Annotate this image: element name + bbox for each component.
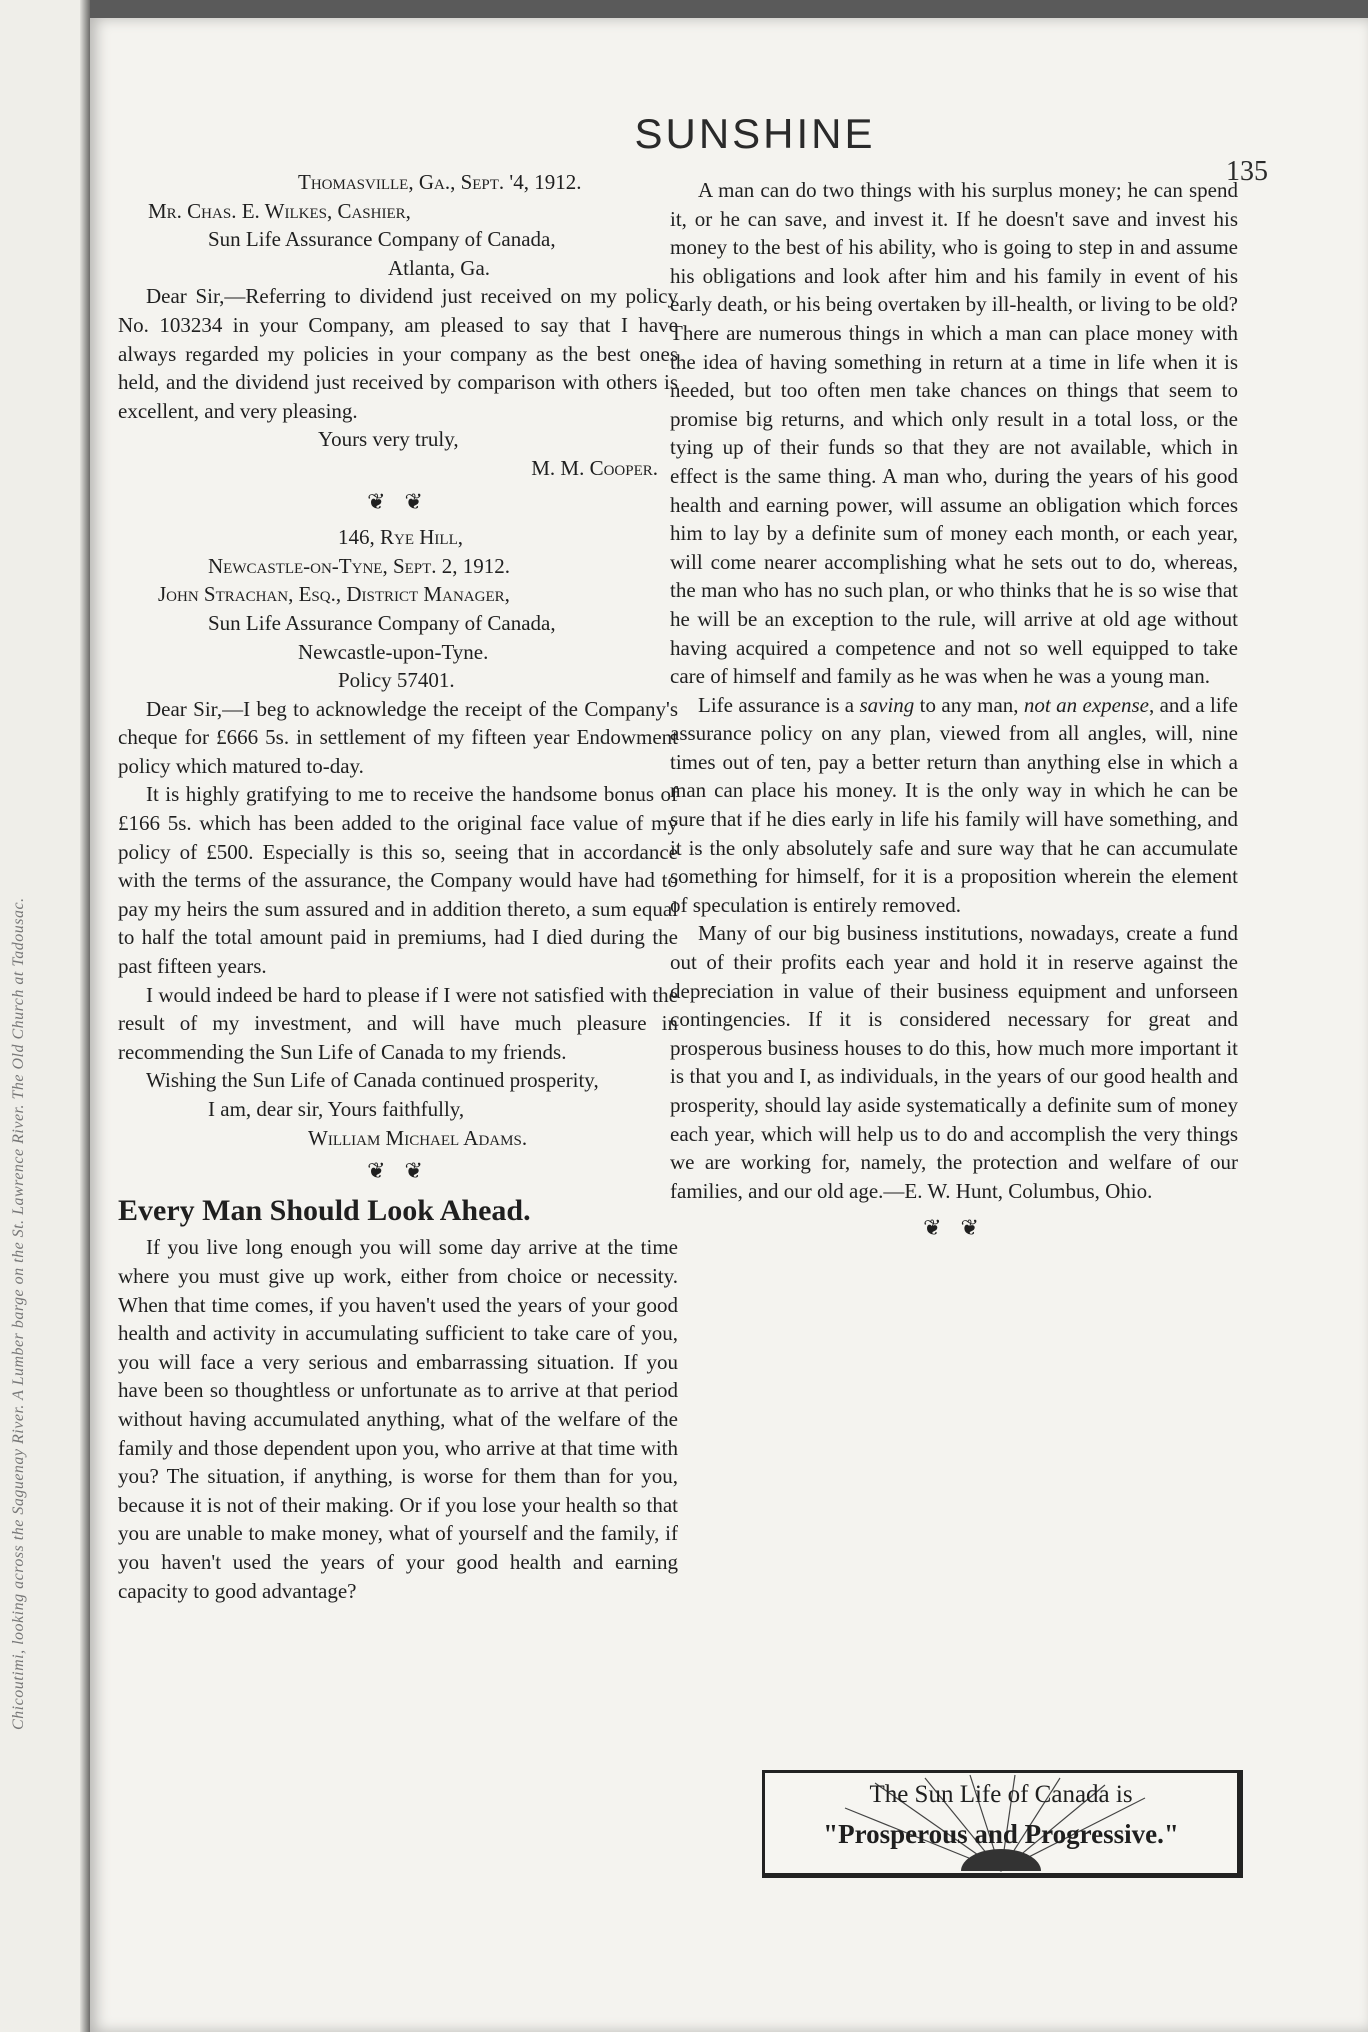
emphasis-not-an-expense: not an expense	[1023, 692, 1149, 717]
letter1-addressee: Mr. Chas. E. Wilkes, Cashier,	[148, 198, 411, 223]
letter1-closing: Yours very truly,	[318, 427, 459, 452]
page-gutter	[0, 0, 90, 2032]
article-paragraph: A man can do two things with his surplus money; he can spend it, or he can save, and invest it. If he doesn't save and invest his money to the best of his ability, who is going to step in and assume his obligations and look after him and his family in event of his early death, or his being overtaken by ill-health, or living to be old? There are numerous things in which a man can place money with the idea of having something in return at a time in life when it is needed, but too often men take chances on things that seem to promise big returns, and which only result in a total loss, or the tying up of their funds so that they are not available, which in effect is the same thing. A man who, during the years of his good health and earning power, will assume an obligation which forces him to lay by a definite sum of money each month, or each year, will come nearer accomplishing what he sets out to do, whereas, the man who has no such plan, or who thinks that he is so wise that he will be an exception to the rule, will arrive at old age without having acquired a competence and not so well equipped to take care of himself and family as he was when he was a young man.	[670, 178, 1239, 689]
letter1-city: Atlanta, Ga.	[388, 255, 491, 280]
article-heading: Every Man Should Look Ahead.	[118, 1193, 531, 1227]
binding-shadow	[80, 0, 90, 2032]
letter2-signature: William Michael Adams.	[308, 1125, 528, 1150]
emphasis-saving: saving	[859, 692, 915, 717]
letter2-place-date: Newcastle-on-Tyne, Sept. 2, 1912.	[208, 553, 511, 578]
ornament-divider: ❦ ❦	[923, 1216, 985, 1242]
page-number: 135	[1226, 156, 1268, 187]
letter1-place-date: Thomasville, Ga., Sept. '4, 1912.	[298, 170, 582, 194]
ornament-divider: ❦ ❦	[367, 489, 429, 515]
side-photo-caption: Chicoutimi, looking across the Saguenay River. A Lumber barge on the St. Lawrence River. The Old Church at Tadousac.	[10, 897, 27, 1730]
article-left-paragraph: If you live long enough you will some day arrive at the time where you must give up work, either from choice or necessity. When that time comes, if you haven't used the years of your good health and activity in accumulating sufficient to take care of you, you will face a very serious and embarrassing situation. If you have been so thoughtless or unfortunate as to arrive at that period without having accumulated anything, what of the welfare of the family and those dependent upon you, who arrive at that time with you? The situation, if anything, is worse for them than for you, because it is not of their making. Or if you lose your health so that you are unable to make money, what of yourself and the family, if you haven't used the years of your good health and earning capacity to good advantage?	[118, 1235, 678, 1603]
text-run: , and a life assurance policy on any plan, viewed from all angles, will, nine times out of ten, pay a better return than anything else in which a man can place his money. It is the only way in which he can be sure that if he dies early in life his family will have something, and it is the only absolutely safe and sure way that he can accumulate something for himself, for it is a proposition wherein the element of speculation is entirely removed.	[670, 692, 1238, 917]
letter2-address: 146, Rye Hill,	[338, 525, 463, 550]
letter2-paragraph: Wishing the Sun Life of Canada continued prosperity,	[146, 1068, 599, 1093]
text-run: to any man,	[914, 692, 1024, 717]
letter2-addressee: John Strachan, Esq., District Manager,	[158, 582, 510, 607]
letter2-paragraph: It is highly gratifying to me to receive the handsome bonus of £166 5s. which has been added to the original face value of my policy of £500. Especially is this so, seeing that in accordance with the terms of the assurance, the Company would have had to pay my heirs the sum assured and in addition thereto, a sum equal to half the total amount paid in premiums, had I died during the past fifteen years.	[118, 782, 678, 979]
letter1-signature: M. M. Cooper.	[531, 455, 658, 480]
banner-line-2: "Prosperous and Progressive."	[823, 1819, 1179, 1849]
magazine-title: SUNSHINE	[634, 110, 876, 157]
letter2-policy: Policy 57401.	[338, 668, 455, 693]
letter2-paragraph: I would indeed be hard to please if I were not satisfied with the result of my investment, and will have much pleasure in recommending the Sun Life of Canada to my friends.	[118, 982, 678, 1064]
banner-line-1: The Sun Life of Canada is	[869, 1781, 1133, 1808]
letter1-company: Sun Life Assurance Company of Canada,	[208, 227, 556, 252]
left-column	[118, 168, 678, 1605]
sun-life-banner	[762, 1770, 1243, 1878]
text-run: Life assurance is a	[698, 692, 860, 717]
letter1-body: Dear Sir,—Referring to dividend just received on my policy No. 103234 in your Company, am pleased to say that I have always regarded my policies in your company as the best ones held, and the dividend just received by comparison with others is excellent, and very pleasing.	[118, 284, 678, 423]
letter2-city: Newcastle-upon-Tyne.	[298, 639, 489, 664]
article-paragraph-life-assurance	[670, 691, 1238, 920]
article-paragraph: Many of our big business institutions, nowadays, create a fund out of their profits each year and hold it in reserve against the depreciation in value of their business equipment and unforseen contingencies. If it is considered necessary for great and prosperous business houses to do this, how much more important it is that you and I, as individuals, in the years of our good health and prosperity, should lay aside systematically a definite sum of money each year, which will help us to do and accomplish the very things we are working for, namely, the protection and welfare of our families, and our old age.—E. W. Hunt, Columbus, Ohio.	[670, 921, 1238, 1203]
letter2-company: Sun Life Assurance Company of Canada,	[208, 610, 556, 635]
letter2-closing: I am, dear sir, Yours faithfully,	[208, 1097, 465, 1121]
ornament-divider: ❦ ❦	[367, 1159, 429, 1185]
right-column	[670, 176, 1238, 1250]
letter2-paragraph: Dear Sir,—I beg to acknowledge the receipt of the Company's cheque for £666 5s. in settlement of my fifteen year Endowment policy which matured to-day.	[118, 696, 678, 778]
magazine-page	[90, 18, 1368, 2032]
